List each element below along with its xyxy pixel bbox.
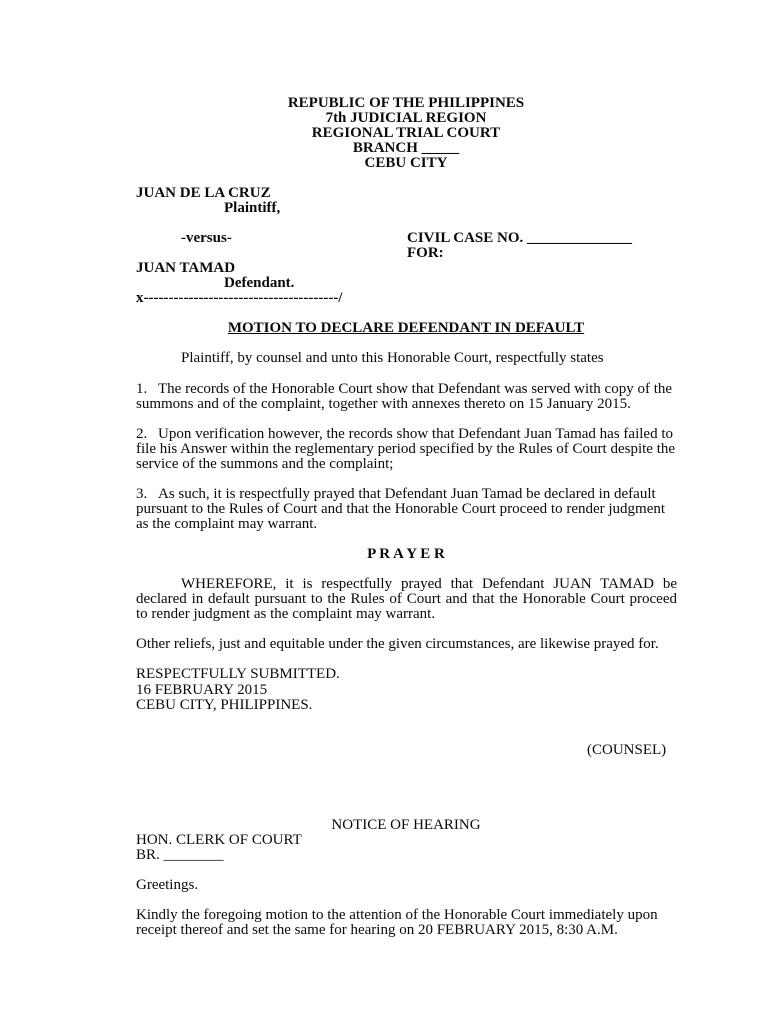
paragraph-number: 2.: [136, 425, 148, 442]
prayer-line: WHEREFORE, it is respectfully prayed that Defendant JUAN TAMAD be: [181, 576, 677, 593]
court-header-republic: REPUBLIC OF THE PHILIPPINES: [287, 94, 525, 111]
counsel-signature: (COUNSEL): [587, 741, 667, 758]
paragraph-line: file his Answer within the reglementary period specified by the Rules of Court despite the: [136, 440, 676, 457]
paragraph-line: The records of the Honorable Court show that Defendant was served with copy of the: [158, 380, 673, 397]
respectfully-submitted: RESPECTFULLY SUBMITTED.: [136, 666, 340, 683]
paragraph-line: summons and of the complaint, together with annexes thereto on 15 January 2015.: [136, 395, 631, 412]
paragraph-line: as the complaint may warrant.: [136, 515, 318, 532]
court-header-city: CEBU CITY: [364, 154, 448, 171]
notice-body-line: receipt thereof and set the same for hearing on 20 FEBRUARY 2015, 8:30 A.M.: [136, 922, 618, 939]
paragraph-number: 1.: [136, 380, 148, 397]
prayer-line: to render judgment as the complaint may warrant.: [136, 606, 436, 623]
prayer-line: declared in default pursuant to the Rules of Court and that the Honorable Court proceed: [136, 591, 677, 608]
paragraph-line: As such, it is respectfully prayed that Defendant Juan Tamad be declared in default: [158, 485, 656, 502]
plaintiff-name: JUAN DE LA CRUZ: [136, 184, 271, 201]
paragraph-line: pursuant to the Rules of Court and that the Honorable Court proceed to render judgment: [136, 500, 666, 517]
paragraph-line: service of the summons and the complaint;: [136, 455, 394, 472]
submission-date: 16 FEBRUARY 2015: [136, 681, 268, 698]
plaintiff-label: Plaintiff,: [224, 199, 281, 216]
court-header-court: REGIONAL TRIAL COURT: [311, 124, 501, 141]
clerk-addressee: HON. CLERK OF COURT: [136, 832, 302, 848]
prayer-heading: P R A Y E R: [367, 546, 445, 562]
defendant-name: JUAN TAMAD: [136, 260, 236, 276]
notice-heading: NOTICE OF HEARING: [331, 816, 481, 833]
motion-title: MOTION TO DECLARE DEFENDANT IN DEFAULT: [227, 320, 585, 337]
court-header-branch: BRANCH _____: [352, 139, 460, 156]
paragraph-number: 3.: [136, 485, 148, 502]
greeting: Greetings.: [136, 877, 199, 894]
branch-line: BR. ________: [136, 847, 224, 863]
defendant-label: Defendant.: [224, 275, 295, 292]
civil-case-number: CIVIL CASE NO. ______________: [407, 230, 633, 246]
notice-body-line: Kindly the foregoing motion to the attention of the Honorable Court immediately upon: [136, 907, 658, 924]
case-for-label: FOR:: [407, 245, 444, 261]
motion-intro: Plaintiff, by counsel and unto this Honorable Court, respectfully states: [181, 350, 604, 367]
paragraph-line: Upon verification however, the records show that Defendant Juan Tamad has failed to: [158, 425, 673, 442]
versus-label: -versus-: [181, 230, 232, 246]
caption-separator: x---------------------------------------/: [136, 290, 343, 307]
submission-place: CEBU CITY, PHILIPPINES.: [136, 696, 313, 713]
other-reliefs: Other reliefs, just and equitable under the given circumstances, are likewise prayed for.: [136, 636, 659, 653]
court-header-region: 7th JUDICIAL REGION: [325, 109, 487, 126]
